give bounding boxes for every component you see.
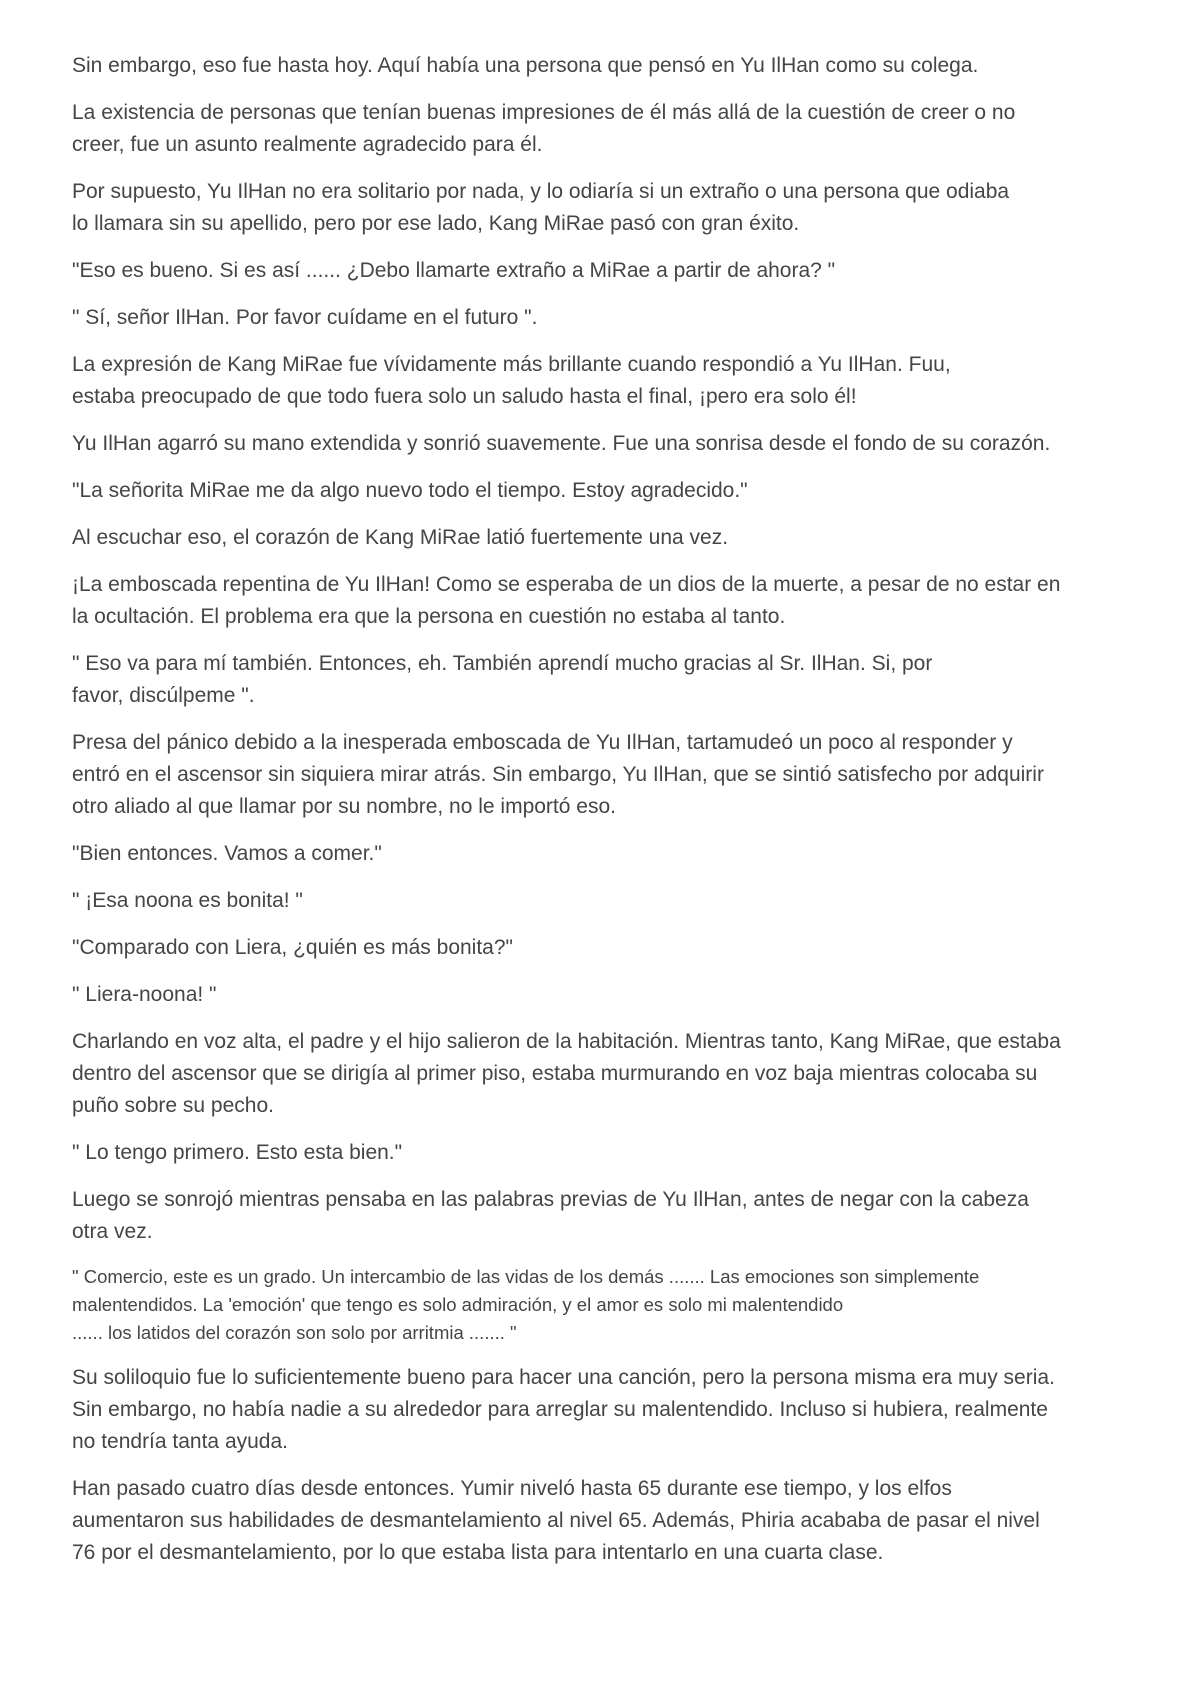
text-line: otro aliado al que llamar por su nombre, no le importó eso. [72,795,616,818]
text-line: " Eso va para mí también. Entonces, eh. También aprendí mucho gracias al Sr. IlHan. Si, por [72,652,933,675]
paragraph [72,1137,1122,1169]
text-line: "Eso es bueno. Si es así ...... ¿Debo llamarte extraño a MiRae a partir de ahora? " [72,259,836,282]
text-line: Al escuchar eso, el corazón de Kang MiRae latió fuertemente una vez. [72,526,729,549]
paragraph [72,885,1122,917]
paragraph [72,569,1122,633]
text-line: favor, discúlpeme ". [72,684,255,707]
paragraph [72,648,1122,712]
paragraph [72,97,1122,161]
text-line: malentendidos. La 'emoción' que tengo es solo admiración, y el amor es solo mi malentendido [72,1294,844,1315]
text-line: puño sobre su pecho. [72,1094,274,1117]
text-line: Han pasado cuatro días desde entonces. Yumir niveló hasta 65 durante ese tiempo, y los elfos [72,1477,952,1500]
paragraph [72,1184,1122,1248]
text-line: ...... los latidos del corazón son solo por arritmia ....... " [72,1322,517,1343]
text-line: Sin embargo, eso fue hasta hoy. Aquí había una persona que pensó en Yu IlHan como su colega. [72,54,979,77]
text-line: no tendría tanta ayuda. [72,1430,288,1453]
text-line: Su soliloquio fue lo suficientemente bueno para hacer una canción, pero la persona misma era muy seria. [72,1366,1055,1389]
text-line: "Bien entonces. Vamos a comer." [72,842,382,865]
paragraph [72,255,1122,287]
text-line: Por supuesto, Yu IlHan no era solitario por nada, y lo odiaría si un extraño o una persona que odiaba [72,180,1010,203]
text-line: lo llamara sin su apellido, pero por ese lado, Kang MiRae pasó con gran éxito. [72,212,800,235]
text-line: La existencia de personas que tenían buenas impresiones de él más allá de la cuestión de creer o no [72,101,1016,124]
text-line: "Comparado con Liera, ¿quién es más bonita?" [72,936,513,959]
text-line: " Liera-noona! " [72,983,217,1006]
text-line: estaba preocupado de que todo fuera solo un saludo hasta el final, ¡pero era solo él! [72,385,857,408]
paragraph [72,838,1122,870]
text-line: ¡La emboscada repentina de Yu IlHan! Como se esperaba de un dios de la muerte, a pesar de no estar en [72,573,1061,596]
paragraph [72,979,1122,1011]
paragraph [72,1362,1122,1458]
paragraph [72,475,1122,507]
text-line: otra vez. [72,1220,153,1243]
text-line: 76 por el desmantelamiento, por lo que estaba lista para intentarlo en una cuarta clase. [72,1541,884,1564]
paragraph [72,1473,1122,1569]
paragraph [72,176,1122,240]
text-line: Sin embargo, no había nadie a su alrededor para arreglar su malentendido. Incluso si hubiera, realmente [72,1398,1048,1421]
paragraph [72,302,1122,334]
paragraph [72,428,1122,460]
text-line: Yu IlHan agarró su mano extendida y sonrió suavemente. Fue una sonrisa desde el fondo de su corazón. [72,432,1051,455]
paragraph [72,50,1122,82]
text-line: Presa del pánico debido a la inesperada emboscada de Yu IlHan, tartamudeó un poco al responder y [72,731,1013,754]
text-line: " Lo tengo primero. Esto esta bien." [72,1141,403,1164]
paragraph [72,522,1122,554]
paragraph [72,932,1122,964]
text-line: " ¡Esa noona es bonita! " [72,889,303,912]
text-line: creer, fue un asunto realmente agradecido para él. [72,133,543,156]
paragraph [72,1263,1122,1347]
text-line: La expresión de Kang MiRae fue vívidamente más brillante cuando respondió a Yu IlHan. Fuu, [72,353,951,376]
text-line: dentro del ascensor que se dirigía al primer piso, estaba murmurando en voz baja mientras colocaba su [72,1062,1038,1085]
text-line: aumentaron sus habilidades de desmantelamiento al nivel 65. Además, Phiria acababa de pasar el nivel [72,1509,1040,1532]
text-line: "La señorita MiRae me da algo nuevo todo el tiempo. Estoy agradecido." [72,479,748,502]
text-line: Luego se sonrojó mientras pensaba en las palabras previas de Yu IlHan, antes de negar con la cabeza [72,1188,1029,1211]
paragraph [72,349,1122,413]
document-page [72,50,1122,1584]
text-line: Charlando en voz alta, el padre y el hijo salieron de la habitación. Mientras tanto, Kang MiRae, que estaba [72,1030,1061,1053]
paragraph [72,1026,1122,1122]
paragraph [72,727,1122,823]
text-line: " Comercio, este es un grado. Un intercambio de las vidas de los demás ....... Las emociones son simplemente [72,1266,980,1287]
text-line: entró en el ascensor sin siquiera mirar atrás. Sin embargo, Yu IlHan, que se sintió satisfecho por adquirir [72,763,1044,786]
text-line: " Sí, señor IlHan. Por favor cuídame en el futuro ". [72,306,538,329]
text-line: la ocultación. El problema era que la persona en cuestión no estaba al tanto. [72,605,786,628]
